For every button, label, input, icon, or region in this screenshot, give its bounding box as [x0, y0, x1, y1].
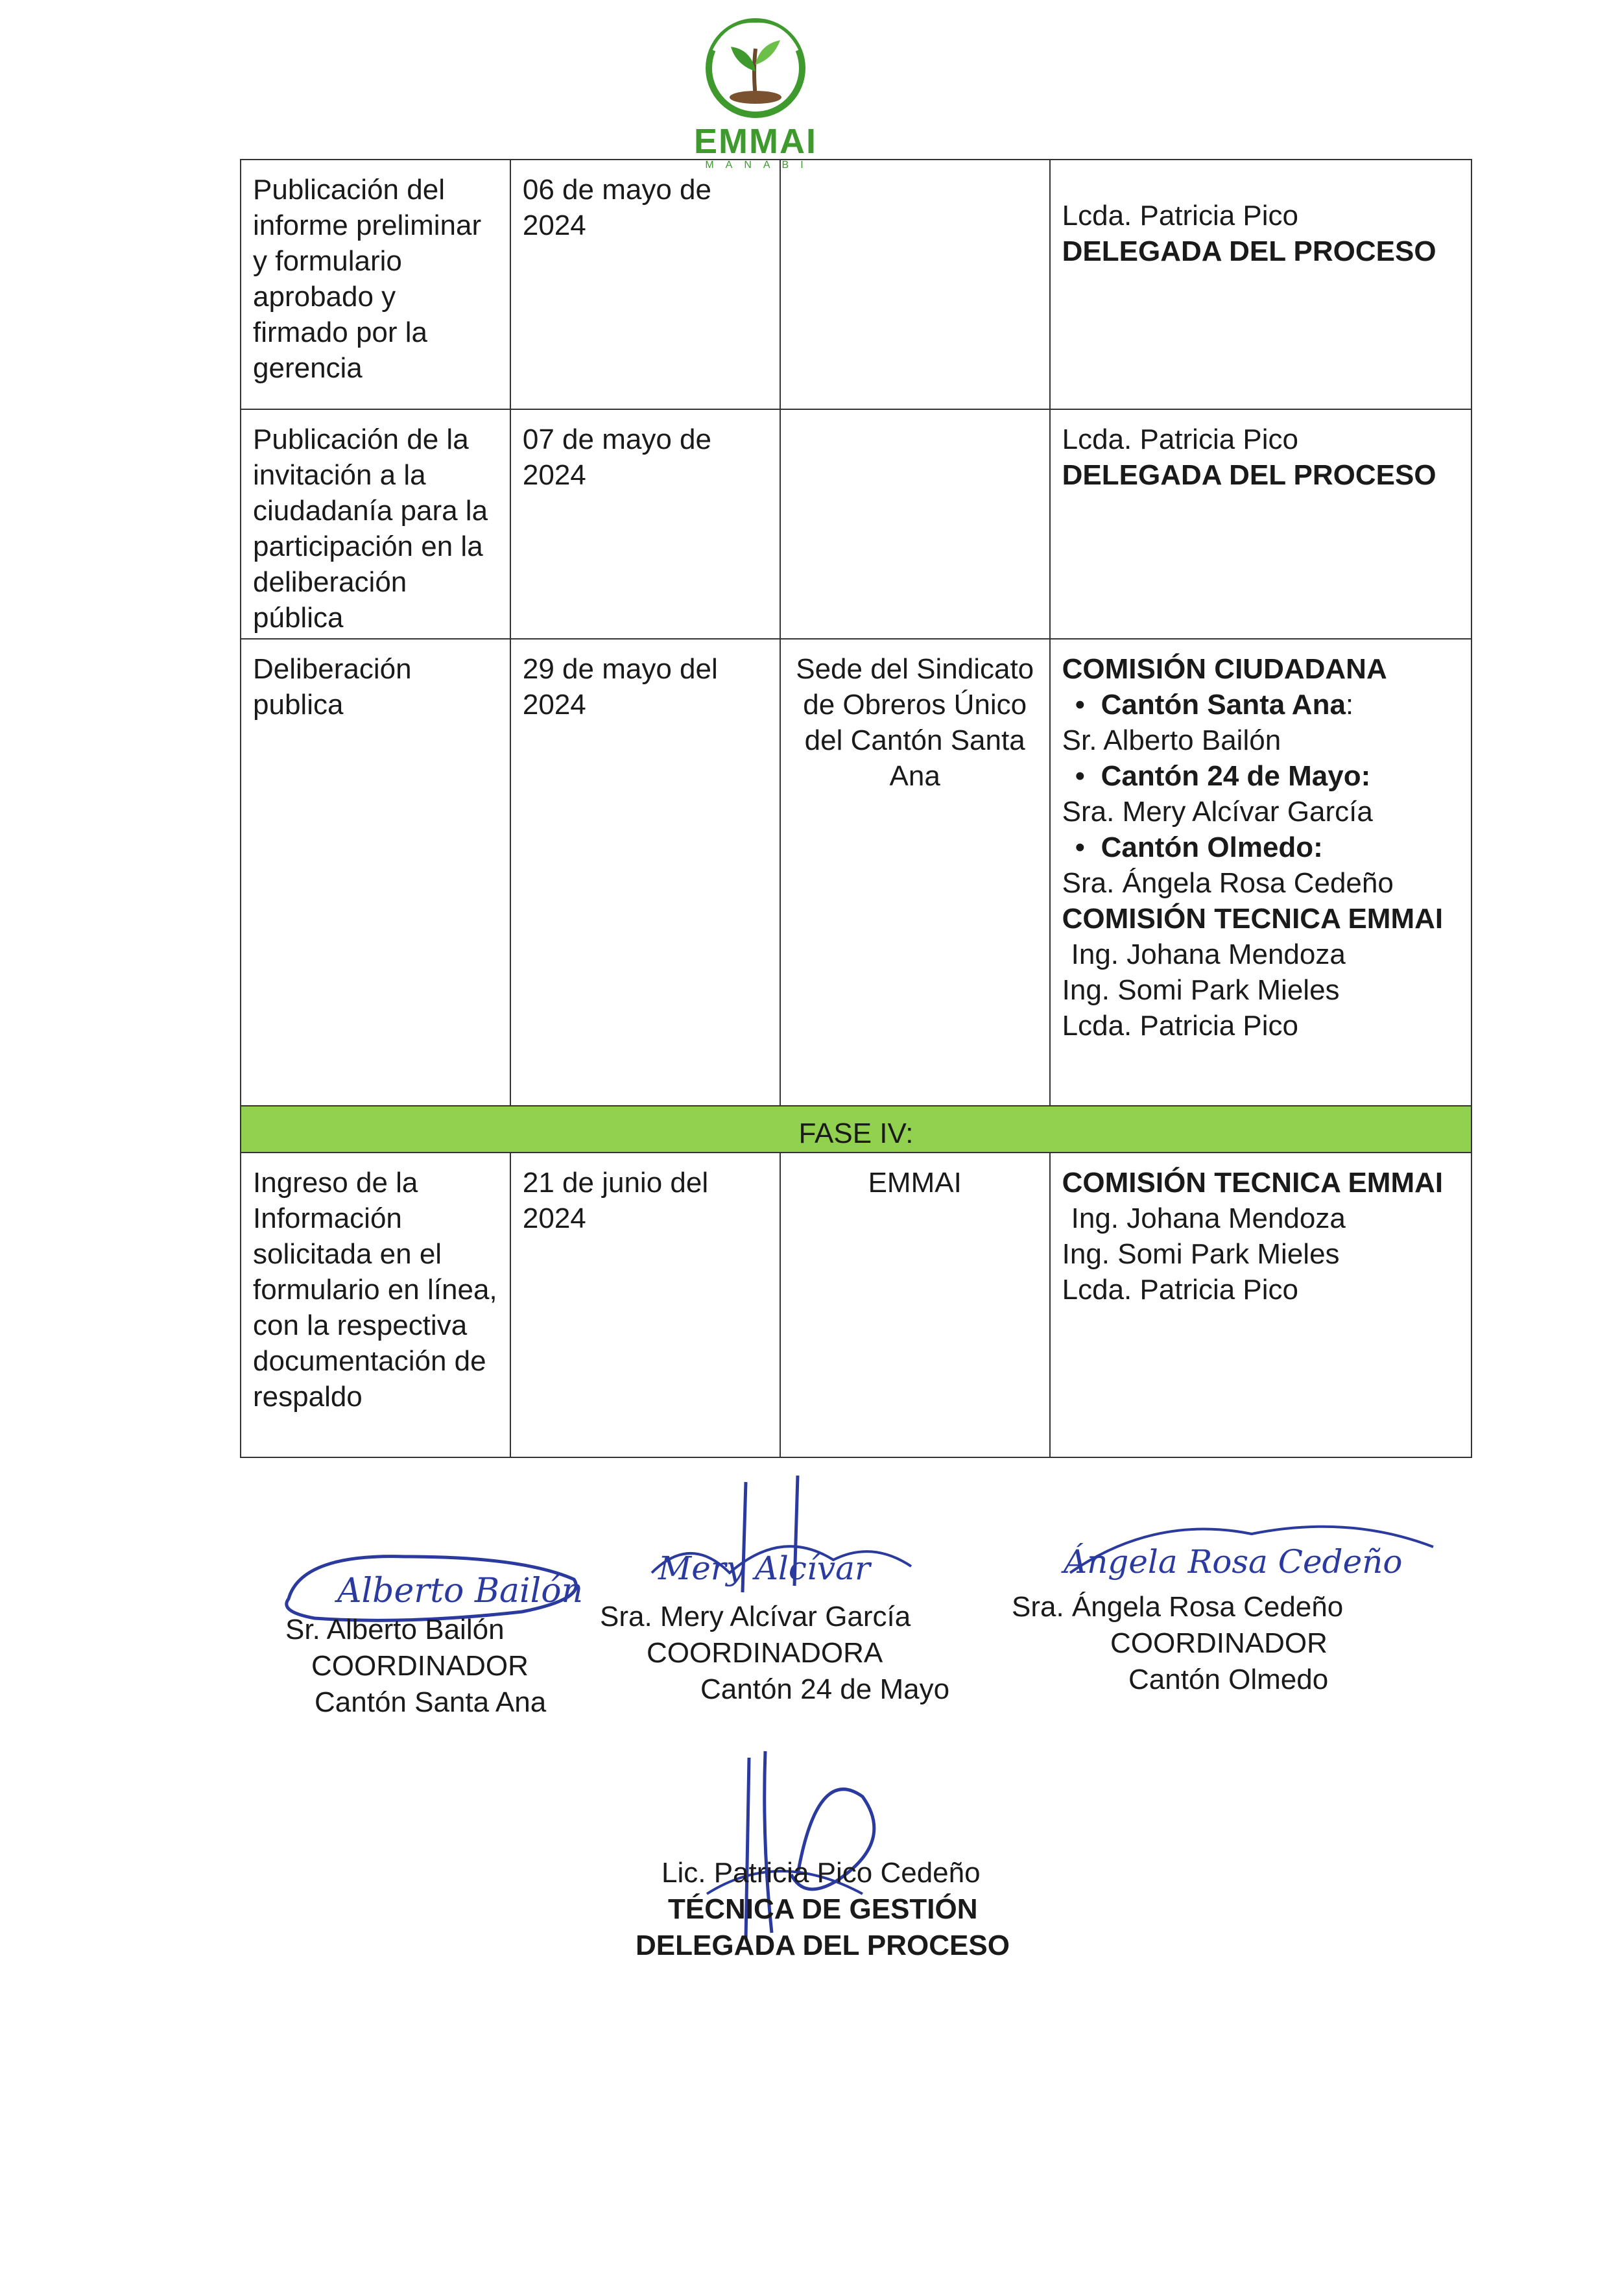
signer-name: Sra. Mery Alcívar García [600, 1601, 911, 1632]
canton-suffix: : [1345, 689, 1354, 721]
responsible-cell [1050, 160, 1471, 409]
responsible-cell [1050, 409, 1471, 639]
signer-name: Sra. Ángela Rosa Cedeño [1012, 1591, 1344, 1623]
signer-role: COORDINADORA [647, 1637, 883, 1669]
tech-member: Lcda. Patricia Pico [1062, 1010, 1299, 1042]
activity-cell: Ingreso de la Información solicitada en el formulario en línea, con la respectiva documentación de respaldo [241, 1153, 510, 1457]
signature-text: Alberto Bailón [337, 1572, 584, 1610]
signature-text: Ángela Rosa Cedeño [1064, 1543, 1403, 1581]
canton-bullet: • Cantón Olmedo: [1062, 830, 1459, 865]
signature-block-olmedo [1012, 1589, 1343, 1698]
table-row [241, 1153, 1471, 1457]
tech-commission-heading: COMISIÓN TECNICA EMMAI [1062, 1167, 1444, 1199]
signer-place: Cantón Olmedo [1128, 1664, 1329, 1695]
canton-label: Cantón Santa Ana [1101, 689, 1346, 721]
responsible-role: DELEGADA DEL PROCESO [1062, 459, 1436, 491]
place-cell: Sede del Sindicato de Obreros Único del Cantón Santa Ana [780, 639, 1050, 1106]
activity-cell: Publicación de la invitación a la ciudadanía para la participación en la deliberación pública [241, 409, 510, 639]
tech-member: Lcda. Patricia Pico [1062, 1274, 1299, 1306]
signer-name: Lic. Patricia Pico Cedeño [661, 1857, 981, 1889]
emmai-leaf-icon [691, 13, 820, 123]
tech-member: Ing. Somi Park Mieles [1062, 1238, 1340, 1270]
phase-row [241, 1106, 1471, 1153]
phase-label: FASE IV: [241, 1106, 1471, 1153]
date-cell: 29 de mayo del 2024 [510, 639, 780, 1106]
place-cell [780, 409, 1050, 639]
signature-angela-rosa-cedeno [1057, 1508, 1446, 1592]
signer-role: COORDINADOR [311, 1650, 529, 1682]
tech-member: Ing. Somi Park Mieles [1062, 974, 1340, 1006]
signer-place: Cantón Santa Ana [315, 1686, 547, 1718]
tech-commission-heading: COMISIÓN TECNICA EMMAI [1062, 903, 1444, 935]
activity-cell: Publicación del informe preliminar y formulario aprobado y firmado por la gerencia [241, 160, 510, 409]
signature-block-santa-ana [285, 1612, 546, 1721]
tech-member: Ing. Johana Mendoza [1071, 1202, 1346, 1234]
emmai-logo [691, 13, 820, 172]
logo-name: EMMAI [694, 122, 817, 161]
date-cell: 21 de junio del 2024 [510, 1153, 780, 1457]
signer-role: TÉCNICA DE GESTIÓN [668, 1893, 978, 1925]
responsible-name: Lcda. Patricia Pico [1062, 424, 1299, 455]
signature-mery-alcivar [639, 1476, 924, 1612]
date-cell: 06 de mayo de 2024 [510, 160, 780, 409]
signature-text: Mery Alcívar [658, 1549, 870, 1587]
final-signature-block [636, 1855, 1010, 1964]
table-row [241, 160, 1471, 409]
responsible-cell [1050, 639, 1471, 1106]
signer-role: COORDINADOR [1110, 1627, 1328, 1659]
schedule-table [240, 159, 1472, 1458]
canton-person: Sr. Alberto Bailón [1062, 724, 1281, 756]
place-cell: EMMAI [780, 1153, 1050, 1457]
place-cell [780, 160, 1050, 409]
responsible-name: Lcda. Patricia Pico [1062, 200, 1299, 232]
activity-cell: Deliberación publica [241, 639, 510, 1106]
canton-person: Sra. Mery Alcívar García [1062, 796, 1373, 828]
signer-name: Sr. Alberto Bailón [285, 1614, 505, 1645]
canton-person: Sra. Ángela Rosa Cedeño [1062, 867, 1394, 899]
signer-place: Cantón 24 de Mayo [700, 1673, 950, 1705]
canton-bullet: • Cantón 24 de Mayo: [1062, 758, 1459, 794]
table-row [241, 639, 1471, 1106]
logo-subtitle: MANABI [705, 160, 815, 171]
signature-block-24-de-mayo [600, 1599, 949, 1708]
canton-bullet [1062, 687, 1459, 723]
responsible-role: DELEGADA DEL PROCESO [1062, 235, 1436, 267]
citizen-commission-heading: COMISIÓN CIUDADANA [1062, 653, 1387, 685]
table-row [241, 409, 1471, 639]
responsible-cell [1050, 1153, 1471, 1457]
signer-role: DELEGADA DEL PROCESO [636, 1930, 1010, 1961]
tech-member: Ing. Johana Mendoza [1071, 939, 1346, 970]
date-cell: 07 de mayo de 2024 [510, 409, 780, 639]
